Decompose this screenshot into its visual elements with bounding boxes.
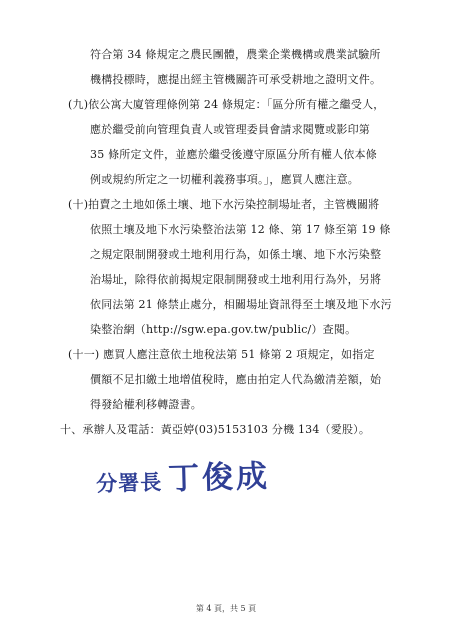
text-line: 應於繼受前向管理負責人或管理委員會請求閱覽或影印第 [90, 123, 370, 136]
text-line: 得發給權利移轉證書。 [90, 398, 202, 411]
contact-line: 十、承辦人及電話：黃亞婷(03)5153103 分機 134（愛股）。 [60, 423, 371, 436]
text-line: 例或規約所定之一切權利義務事項。」，應買人應注意。 [90, 173, 359, 186]
text-line: 之規定限制開發或土地利用行為，如係土壤、地下水污染整 [90, 248, 382, 261]
text-line: (十一) 應買人應注意依土地稅法第 51 條第 2 項規定，如指定 [68, 348, 375, 361]
text-line: 染整治網（http://sgw.epa.gov.tw/public/）查閱。 [90, 323, 357, 336]
text-line: 依照土壤及地下水污染整治法第 12 條、第 17 條至第 19 條 [90, 223, 391, 236]
stamp-name: 丁俊成 [167, 458, 271, 498]
text-line: 機構投標時，應提出經主管機關許可承受耕地之證明文件。 [90, 73, 382, 86]
stamp-title: 分署長 [95, 470, 163, 496]
text-line: 符合第 34 條規定之農民團體，農業企業機構或農業試驗所 [90, 48, 381, 61]
text-line: 35 條所定文件，並應於繼受後遵守原區分所有權人依本條 [90, 148, 377, 161]
text-line: (十)拍賣之土地如係土壤、地下水污染控制場址者，主管機關將 [68, 198, 380, 211]
text-line: 價額不足扣繳土地增值稅時，應由拍定人代為繳清差額，始 [90, 373, 382, 386]
page-footer: 第 4 頁，共 5 頁 [195, 604, 257, 613]
text-line: (九)依公寓大廈管理條例第 24 條規定：「區分所有權之繼受人， [68, 98, 385, 111]
text-line: 治場址，除得依前揭規定限制開發或土地利用行為外，另將 [90, 273, 382, 286]
signature-stamp [95, 450, 270, 500]
text-line: 依同法第 21 條禁止處分，相關場址資訊得至土壤及地下水污 [90, 298, 392, 311]
